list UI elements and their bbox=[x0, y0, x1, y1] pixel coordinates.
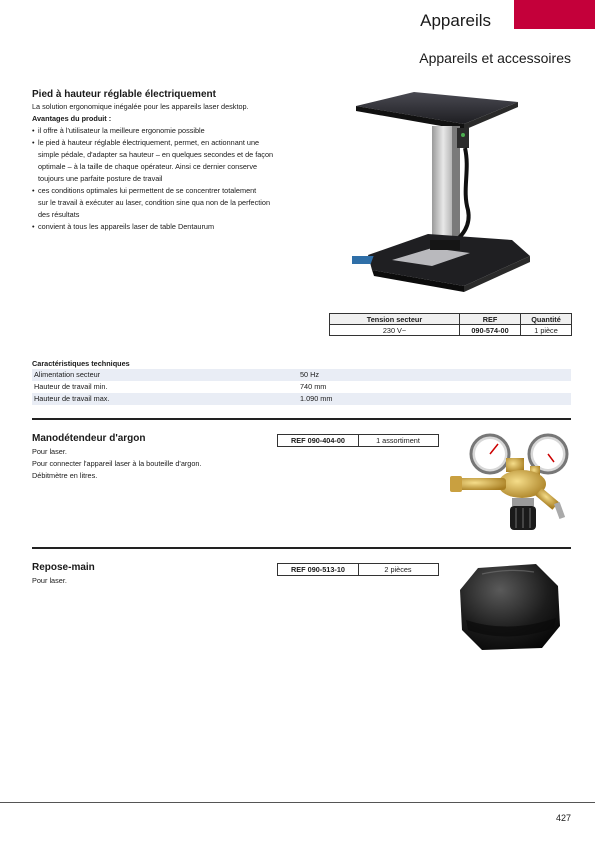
section-divider bbox=[32, 418, 571, 420]
section-divider bbox=[32, 547, 571, 549]
advantage-item: • convient à tous les appareils laser de table Dentaurum bbox=[32, 221, 302, 233]
advantages-title: Avantages du produit : bbox=[32, 114, 112, 123]
spec-row: Hauteur de travail min. 740 mm bbox=[34, 382, 327, 391]
product-description: Pour laser. Pour connecter l'appareil laser à la bouteille d'argon. Débitmètre en litres. bbox=[32, 447, 202, 480]
product-description: Pour laser. bbox=[32, 576, 67, 585]
ref-quantity: 2 pièces bbox=[358, 563, 439, 576]
footer-rule bbox=[0, 802, 595, 803]
advantage-item: • ces conditions optimales lui permettent de se concentrer totalement sur le travail à exécuter au laser, condition sine qua non de la perfection des résultats bbox=[32, 185, 302, 221]
subsection-title: Appareils et accessoires bbox=[419, 50, 571, 66]
product-title-height-stand: Pied à hauteur réglable électriquement bbox=[32, 89, 216, 100]
product-intro: La solution ergonomique inégalée pour les appareils laser desktop. bbox=[32, 102, 249, 111]
cell-voltage: 230 V~ bbox=[330, 325, 460, 336]
spec-row: Hauteur de travail max. 1.090 mm bbox=[32, 393, 571, 405]
product-title-argon-regulator: Manodétendeur d'argon bbox=[32, 433, 146, 444]
col-header-qty: Quantité bbox=[521, 314, 572, 325]
ref-number: REF 090-513-10 bbox=[277, 563, 359, 576]
height-stand-image bbox=[352, 90, 542, 295]
page-number: 427 bbox=[555, 813, 571, 823]
hand-rest-image bbox=[458, 560, 564, 654]
product-title-hand-rest: Repose-main bbox=[32, 562, 95, 573]
product-ref-table bbox=[329, 313, 572, 336]
specs-title: Caractéristiques techniques bbox=[32, 359, 130, 368]
col-header-ref: REF bbox=[460, 314, 521, 325]
advantages-list bbox=[32, 125, 302, 233]
ref-quantity: 1 assortiment bbox=[358, 434, 439, 447]
section-title: Appareils bbox=[420, 11, 491, 30]
col-header-voltage: Tension secteur bbox=[330, 314, 460, 325]
section-color-tab bbox=[514, 0, 595, 29]
advantage-item: • le pied à hauteur réglable électriquement, permet, en actionnant une simple pédale, d'adapter sa hauteur – en quelques secondes et de façon optimale – à la taille de chaque opérateur. Ainsi ce dernier conserve toujours une parfaite posture de travail bbox=[32, 137, 302, 185]
cell-ref: 090-574-00 bbox=[460, 325, 521, 336]
advantage-item: • il offre à l'utilisateur la meilleure ergonomie possible bbox=[32, 125, 302, 137]
argon-regulator-image bbox=[450, 428, 575, 538]
cell-qty: 1 pièce bbox=[521, 325, 572, 336]
ref-number: REF 090-404-00 bbox=[277, 434, 359, 447]
spec-row: Alimentation secteur 50 Hz bbox=[32, 369, 571, 381]
